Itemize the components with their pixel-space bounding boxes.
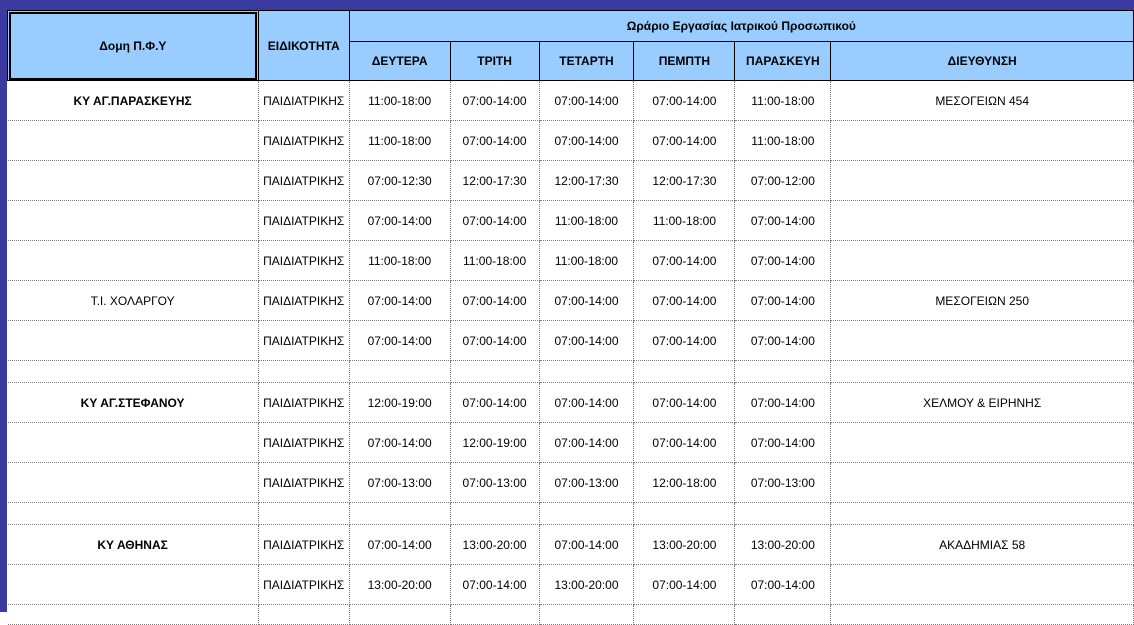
address-cell[interactable]: [831, 423, 1134, 463]
time-cell[interactable]: 07:00-14:00: [450, 201, 539, 241]
time-cell[interactable]: 12:00-17:30: [450, 161, 539, 201]
time-cell[interactable]: 11:00-18:00: [539, 241, 634, 281]
time-cell[interactable]: 07:00-14:00: [450, 383, 539, 423]
header-day-fri[interactable]: ΠΑΡΑΣΚΕΥΗ: [735, 42, 831, 81]
time-cell[interactable]: 07:00-14:00: [349, 423, 450, 463]
empty-cell[interactable]: [450, 503, 539, 525]
time-cell[interactable]: 07:00-14:00: [349, 201, 450, 241]
empty-cell[interactable]: [450, 605, 539, 625]
specialty-cell[interactable]: ΠΑΙΔΙΑΤΡΙΚΗΣ: [258, 423, 349, 463]
time-cell[interactable]: 07:00-14:00: [735, 423, 831, 463]
table-row: [8, 383, 1134, 423]
address-cell[interactable]: [831, 241, 1134, 281]
table-row: [8, 121, 1134, 161]
empty-cell[interactable]: [8, 605, 259, 625]
empty-cell[interactable]: [539, 605, 634, 625]
empty-cell[interactable]: [831, 361, 1134, 383]
empty-cell[interactable]: [349, 361, 450, 383]
empty-cell[interactable]: [735, 361, 831, 383]
table-row: [8, 321, 1134, 361]
domi-cell[interactable]: [8, 423, 259, 463]
time-cell[interactable]: 11:00-18:00: [349, 81, 450, 121]
time-cell[interactable]: 07:00-14:00: [735, 383, 831, 423]
empty-cell[interactable]: [831, 605, 1134, 625]
address-cell[interactable]: ΑΚΑΔΗΜΙΑΣ 58: [831, 525, 1134, 565]
time-cell[interactable]: 13:00-20:00: [735, 525, 831, 565]
header-day-tue[interactable]: ΤΡΙΤΗ: [450, 42, 539, 81]
domi-cell[interactable]: [8, 161, 259, 201]
empty-cell[interactable]: [539, 361, 634, 383]
time-cell[interactable]: 07:00-14:00: [539, 121, 634, 161]
table-row: [8, 503, 1134, 525]
header-specialty-cell[interactable]: ΕΙΔΙΚΟΤΗΤΑ: [258, 11, 349, 81]
address-cell[interactable]: ΜΕΣΟΓΕΙΩΝ 454: [831, 81, 1134, 121]
header-day-mon[interactable]: ΔΕΥΤΕΡΑ: [349, 42, 450, 81]
time-cell[interactable]: 07:00-14:00: [539, 281, 634, 321]
empty-cell[interactable]: [634, 605, 735, 625]
table-row: [8, 605, 1134, 625]
specialty-cell[interactable]: ΠΑΙΔΙΑΤΡΙΚΗΣ: [258, 241, 349, 281]
domi-cell[interactable]: [8, 565, 259, 605]
domi-cell[interactable]: [8, 241, 259, 281]
time-cell[interactable]: 07:00-14:00: [634, 565, 735, 605]
time-cell[interactable]: 12:00-19:00: [450, 423, 539, 463]
empty-cell[interactable]: [8, 503, 259, 525]
specialty-cell[interactable]: ΠΑΙΔΙΑΤΡΙΚΗΣ: [258, 161, 349, 201]
schedule-body: [8, 81, 1134, 625]
time-cell[interactable]: 07:00-14:00: [634, 241, 735, 281]
empty-cell[interactable]: [539, 503, 634, 525]
time-cell[interactable]: 07:00-12:00: [735, 161, 831, 201]
time-cell[interactable]: 07:00-14:00: [634, 281, 735, 321]
time-cell[interactable]: 07:00-14:00: [634, 423, 735, 463]
empty-cell[interactable]: [634, 503, 735, 525]
time-cell[interactable]: 07:00-14:00: [634, 81, 735, 121]
time-cell[interactable]: 07:00-13:00: [450, 463, 539, 503]
header-schedule-title[interactable]: Ωράριο Εργασίας Ιατρικού Προσωπικού: [349, 11, 1133, 42]
specialty-cell[interactable]: ΠΑΙΔΙΑΤΡΙΚΗΣ: [258, 321, 349, 361]
empty-cell[interactable]: [735, 605, 831, 625]
time-cell[interactable]: 11:00-18:00: [735, 81, 831, 121]
table-row: [8, 281, 1134, 321]
time-cell[interactable]: 07:00-14:00: [634, 121, 735, 161]
time-cell[interactable]: 11:00-18:00: [349, 241, 450, 281]
address-cell[interactable]: [831, 321, 1134, 361]
time-cell[interactable]: 07:00-13:00: [349, 463, 450, 503]
table-row: [8, 423, 1134, 463]
empty-cell[interactable]: [735, 503, 831, 525]
time-cell[interactable]: 07:00-12:30: [349, 161, 450, 201]
specialty-cell[interactable]: ΠΑΙΔΙΑΤΡΙΚΗΣ: [258, 525, 349, 565]
empty-cell[interactable]: [258, 605, 349, 625]
time-cell[interactable]: 12:00-17:30: [539, 161, 634, 201]
table-row: [8, 241, 1134, 281]
table-row: [8, 463, 1134, 503]
header-domi-cell[interactable]: Δομη Π.Φ.Υ: [8, 11, 259, 81]
address-cell[interactable]: [831, 201, 1134, 241]
time-cell[interactable]: 13:00-20:00: [634, 525, 735, 565]
specialty-cell[interactable]: ΠΑΙΔΙΑΤΡΙΚΗΣ: [258, 281, 349, 321]
header-day-thu[interactable]: ΠΕΜΠΤΗ: [634, 42, 735, 81]
time-cell[interactable]: 13:00-20:00: [539, 565, 634, 605]
time-cell[interactable]: 07:00-14:00: [539, 383, 634, 423]
time-cell[interactable]: 07:00-14:00: [735, 321, 831, 361]
window-top-border: [0, 0, 1134, 10]
time-cell[interactable]: 11:00-18:00: [634, 201, 735, 241]
time-cell[interactable]: 07:00-14:00: [634, 383, 735, 423]
empty-cell[interactable]: [634, 361, 735, 383]
time-cell[interactable]: 07:00-14:00: [450, 121, 539, 161]
time-cell[interactable]: 07:00-14:00: [735, 565, 831, 605]
time-cell[interactable]: 07:00-14:00: [735, 281, 831, 321]
time-cell[interactable]: 07:00-14:00: [450, 81, 539, 121]
specialty-cell[interactable]: ΠΑΙΔΙΑΤΡΙΚΗΣ: [258, 383, 349, 423]
address-cell[interactable]: ΧΕΛΜΟΥ & ΕΙΡΗΝΗΣ: [831, 383, 1134, 423]
time-cell[interactable]: 12:00-18:00: [634, 463, 735, 503]
specialty-cell[interactable]: ΠΑΙΔΙΑΤΡΙΚΗΣ: [258, 565, 349, 605]
header-address[interactable]: ΔΙΕΥΘΥΝΣΗ: [831, 42, 1134, 81]
time-cell[interactable]: 11:00-18:00: [450, 241, 539, 281]
specialty-cell[interactable]: ΠΑΙΔΙΑΤΡΙΚΗΣ: [258, 121, 349, 161]
time-cell[interactable]: 07:00-14:00: [349, 525, 450, 565]
time-cell[interactable]: 12:00-17:30: [634, 161, 735, 201]
table-row: [8, 161, 1134, 201]
address-cell[interactable]: ΜΕΣΟΓΕΙΩΝ 250: [831, 281, 1134, 321]
header-day-wed[interactable]: ΤΕΤΑΡΤΗ: [539, 42, 634, 81]
time-cell[interactable]: 07:00-14:00: [450, 321, 539, 361]
empty-cell[interactable]: [258, 503, 349, 525]
specialty-cell[interactable]: ΠΑΙΔΙΑΤΡΙΚΗΣ: [258, 201, 349, 241]
domi-cell[interactable]: [8, 201, 259, 241]
time-cell[interactable]: 07:00-14:00: [735, 241, 831, 281]
time-cell[interactable]: 12:00-19:00: [349, 383, 450, 423]
time-cell[interactable]: 07:00-13:00: [735, 463, 831, 503]
empty-cell[interactable]: [8, 361, 259, 383]
specialty-cell[interactable]: ΠΑΙΔΙΑΤΡΙΚΗΣ: [258, 463, 349, 503]
table-row: [8, 361, 1134, 383]
table-row: [8, 81, 1134, 121]
empty-cell[interactable]: [450, 361, 539, 383]
window-left-border: [0, 10, 7, 612]
time-cell[interactable]: 07:00-14:00: [349, 281, 450, 321]
empty-cell[interactable]: [349, 503, 450, 525]
empty-cell[interactable]: [349, 605, 450, 625]
address-cell[interactable]: [831, 121, 1134, 161]
domi-cell[interactable]: ΚΥ ΑΓ.ΠΑΡΑΣΚΕΥΗΣ: [8, 81, 259, 121]
table-row: [8, 525, 1134, 565]
time-cell[interactable]: 07:00-14:00: [450, 281, 539, 321]
time-cell[interactable]: 07:00-13:00: [539, 463, 634, 503]
time-cell[interactable]: 07:00-14:00: [349, 321, 450, 361]
time-cell[interactable]: 07:00-14:00: [539, 525, 634, 565]
address-cell[interactable]: [831, 565, 1134, 605]
time-cell[interactable]: 07:00-14:00: [539, 423, 634, 463]
time-cell[interactable]: 07:00-14:00: [634, 321, 735, 361]
schedule-table: [7, 10, 1134, 625]
time-cell[interactable]: 11:00-18:00: [539, 201, 634, 241]
time-cell[interactable]: 11:00-18:00: [349, 121, 450, 161]
time-cell[interactable]: 13:00-20:00: [450, 525, 539, 565]
time-cell[interactable]: 07:00-14:00: [539, 321, 634, 361]
domi-cell[interactable]: [8, 121, 259, 161]
domi-cell[interactable]: Τ.Ι. ΧΟΛΑΡΓΟΥ: [8, 281, 259, 321]
domi-cell[interactable]: ΚΥ ΑΘΗΝΑΣ: [8, 525, 259, 565]
domi-cell[interactable]: [8, 321, 259, 361]
table-row: [8, 565, 1134, 605]
time-cell[interactable]: 13:00-20:00: [349, 565, 450, 605]
time-cell[interactable]: 07:00-14:00: [539, 81, 634, 121]
time-cell[interactable]: 07:00-14:00: [735, 201, 831, 241]
empty-cell[interactable]: [831, 503, 1134, 525]
address-cell[interactable]: [831, 463, 1134, 503]
address-cell[interactable]: [831, 161, 1134, 201]
time-cell[interactable]: 11:00-18:00: [735, 121, 831, 161]
specialty-cell[interactable]: ΠΑΙΔΙΑΤΡΙΚΗΣ: [258, 81, 349, 121]
empty-cell[interactable]: [258, 361, 349, 383]
table-row: [8, 201, 1134, 241]
domi-cell[interactable]: ΚΥ ΑΓ.ΣΤΕΦΑΝΟΥ: [8, 383, 259, 423]
domi-cell[interactable]: [8, 463, 259, 503]
time-cell[interactable]: 07:00-14:00: [450, 565, 539, 605]
